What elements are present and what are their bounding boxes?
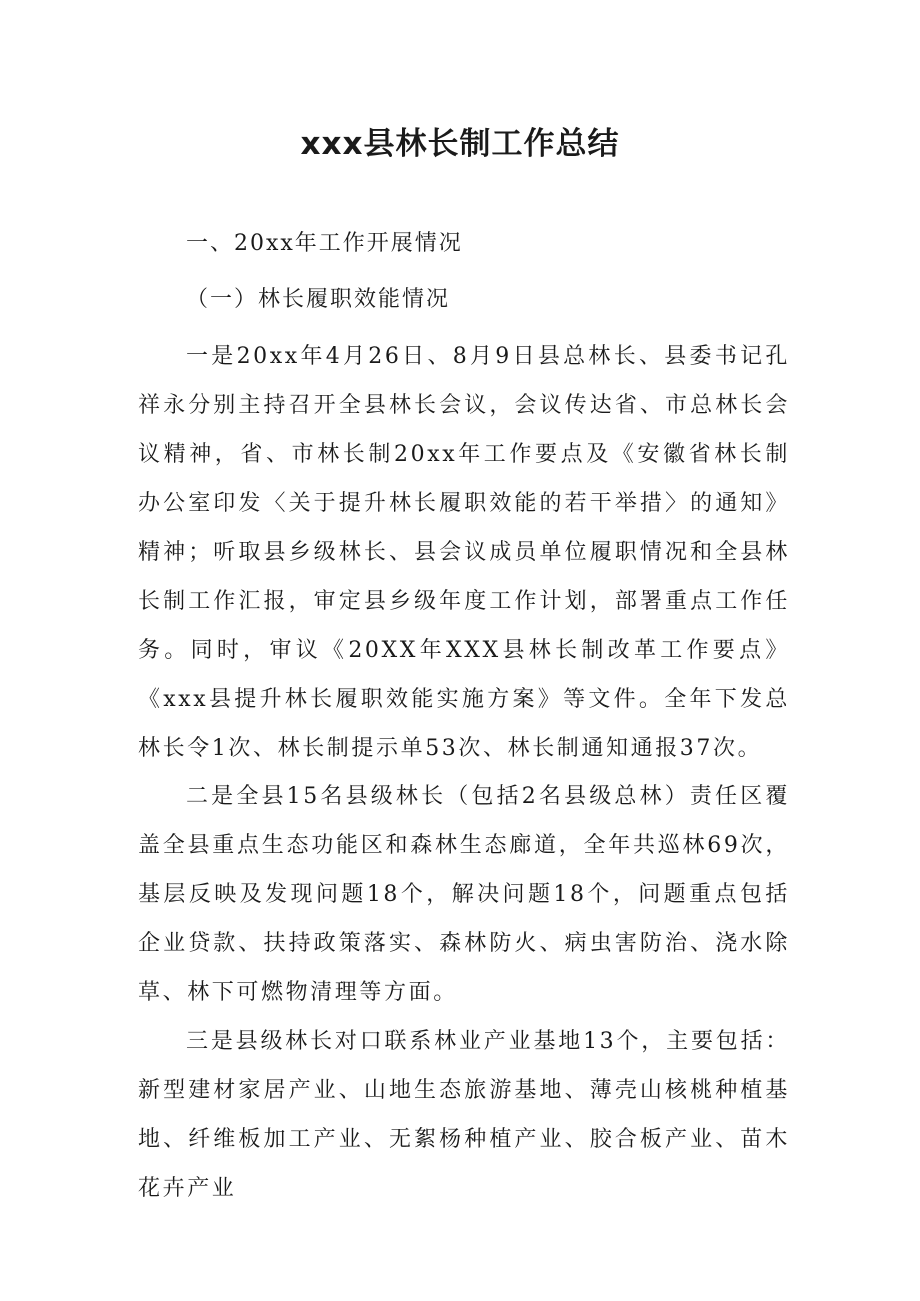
paragraph-2: 二是全县15名县级林长（包括2名县级总林）责任区覆盖全县重点生态功能区和森林生态廊道，全年共巡林69次，基层反映及发现问题18个，解决问题18个，问题重点包括企业贷款、扶持政策落实、森林防火、病虫害防治、浇水除草、林下可燃物清理等方面。 [138,784,790,1005]
document-title: xxx县林长制工作总结 [300,126,620,162]
paragraph-1: 一是20xx年4月26日、8月9日县总林长、县委书记孔祥永分别主持召开全县林长会议，会议传达省、市总林长会议精神，省、市林长制20xx年工作要点及《安徽省林长制办公室印发〈关于提升林长履职效能的若干举措〉的通知》精神；听取县乡级林长、县会议成员单位履职情况和全县林长制工作汇报，审定县乡级年度工作计划，部署重点工作任务。同时，审议《20XX年XXX县林长制改革工作要点》《xxx县提升林长履职效能实施方案》等文件。全年下发总林长令1次、林长制提示单53次、林长制通知通报37次。 [138,344,790,761]
subsection-heading: （一）林长履职效能情况 [186,287,451,312]
section-heading: 一、20xx年工作开展情况 [186,231,463,256]
paragraph-3: 三是县级林长对口联系林业产业基地13个，主要包括：新型建材家居产业、山地生态旅游基地、薄壳山核桃种植基地、纤维板加工产业、无絮杨种植产业、胶合板产业、苗木花卉产业 [138,1029,790,1201]
